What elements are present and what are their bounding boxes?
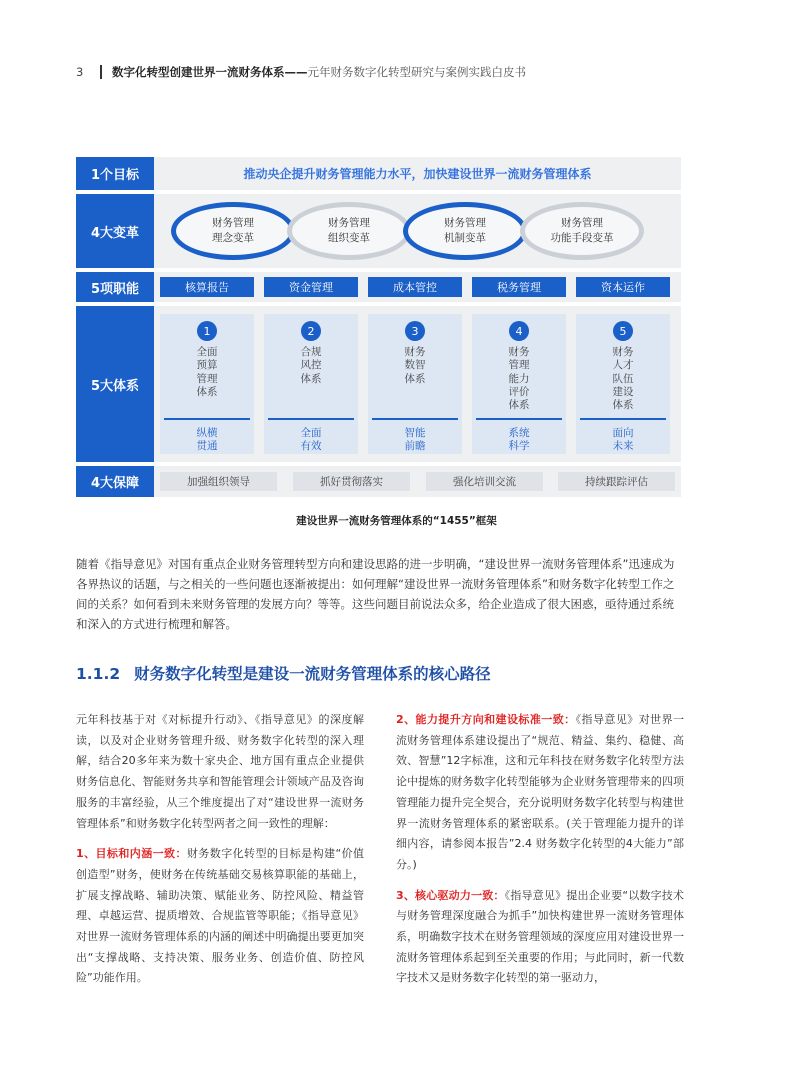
- system-feature: 纵横 贯通: [196, 427, 218, 452]
- point-1-heading: 1、目标和内涵一致：: [76, 847, 187, 861]
- system-divider: [580, 418, 666, 420]
- reform-ring-4: 财务管理 功能手段变革: [520, 202, 644, 260]
- function-label: 5项职能: [76, 272, 154, 302]
- system-card-2: [264, 314, 358, 454]
- system-number: 2: [301, 321, 321, 341]
- system-number: 5: [613, 321, 633, 341]
- left-paragraph-2: [76, 844, 364, 989]
- point-1-body: 财务数字化转型的目标是构建“价值创造型”财务，使财务在传统基础交易核算职能的基础上，扩展支撑战略、辅助决策、赋能业务、防控风险、精益管理、卓越运营、提质增效、合规监管等职能；《指导意见》对世界一流财务管理体系的内涵的阐述中明确提出要更加突出“支撑战略、支持决策、服务业务、创造价值、防控风险”功能作用。: [76, 847, 365, 985]
- system-divider: [268, 418, 354, 420]
- page-number: 3: [76, 65, 84, 79]
- section-number: 1.1.2: [76, 665, 121, 683]
- function-row: [76, 272, 681, 302]
- header-divider: [100, 65, 102, 79]
- point-2-body: 《指导意见》对世界一流财务管理体系建设提出了“规范、精益、集约、稳健、高效、智慧”12字标准，这和元年科技在财务数字化转型方法论中提炼的财务数字化转型能够为企业财务管理带来的四项管理能力提升完全契合，充分说明财务数字化转型与构建世界一流财务管理体系的紧密联系。(关于管理能力提升的详细内容，请参阅本报告”2.4 财务数字化转型的4大能力”部分。): [396, 713, 684, 871]
- section-heading: [76, 662, 491, 684]
- guarantee-item: 持续跟踪评估: [558, 472, 675, 491]
- guarantee-item: 加强组织领导: [160, 472, 277, 491]
- system-feature: 面向 未来: [612, 427, 634, 452]
- guarantee-item: 强化培训交流: [426, 472, 543, 491]
- system-card-1: [160, 314, 254, 454]
- reform-ring-1: 财务管理 理念变革: [171, 202, 295, 260]
- function-item: 税务管理: [472, 277, 566, 297]
- right-paragraph-1: [396, 710, 684, 876]
- framework-diagram: [76, 157, 681, 497]
- header-title-rest: 元年财务数字化转型研究与案例实践白皮书: [307, 65, 526, 79]
- reform-label: 4大变革: [76, 194, 154, 268]
- header-title-bold: 数字化转型创建世界一流财务体系——: [112, 65, 308, 79]
- system-label: 5大体系: [76, 306, 154, 462]
- guarantee-row: [76, 466, 681, 497]
- system-title: 财务 人才 队伍 建设 体系: [612, 346, 634, 412]
- point-3-body: 《指导意见》提出企业要“以数字技术与财务管理深度融合为抓手”加快构建世界一流财务管理体系，明确数字技术在财务管理领域的深度应用对建设世界一流财务管理体系起到至关重要的作用；与此同时，新一代数字技术又是财务数字化转型的第一驱动力，: [396, 888, 685, 985]
- function-item: 核算报告: [160, 277, 254, 297]
- figure-caption: 建设世界一流财务管理体系的“1455”框架: [296, 515, 497, 527]
- system-feature: 系统 科学: [508, 427, 530, 452]
- right-column: [396, 710, 684, 999]
- system-title: 财务 管理 能力 评价 体系: [508, 346, 530, 412]
- goal-row: [76, 157, 681, 190]
- point-2-heading: 2、能力提升方向和建设标准一致：: [396, 713, 576, 726]
- page-header: [76, 64, 526, 80]
- system-divider: [476, 418, 562, 420]
- system-title: 合规 风控 体系: [300, 346, 322, 385]
- guarantee-item: 抓好贯彻落实: [293, 472, 410, 491]
- point-3-heading: 3、核心驱动力一致：: [396, 888, 505, 902]
- system-title: 全面 预算 管理 体系: [196, 346, 218, 398]
- system-feature: 智能 前瞻: [404, 427, 426, 452]
- system-divider: [372, 418, 458, 420]
- function-item: 成本管控: [368, 277, 462, 297]
- system-number: 4: [509, 321, 529, 341]
- system-row: [76, 306, 681, 462]
- left-column: [76, 710, 364, 999]
- system-card-4: [472, 314, 566, 454]
- reform-row: [76, 194, 681, 268]
- section-title: 财务数字化转型是建设一流财务管理体系的核心路径: [134, 665, 491, 683]
- function-item: 资本运作: [576, 277, 670, 297]
- right-paragraph-2: [396, 886, 684, 990]
- system-divider: [164, 418, 250, 420]
- goal-label: 1个目标: [76, 157, 154, 190]
- system-feature: 全面 有效: [300, 427, 322, 452]
- left-paragraph-1: 元年科技基于对《对标提升行动》、《指导意见》的深度解读，以及对企业财务管理升级、财务数字化转型的深入理解，结合20多年来为数十家央企、地方国有重点企业提供财务信息化、智能财务共享和智能管理会计领域产品及咨询服务的丰富经验，从三个维度提出了对“建设世界一流财务管理体系”和财务数字化转型两者之间一致性的理解：: [76, 713, 364, 830]
- system-number: 3: [405, 321, 425, 341]
- system-number: 1: [197, 321, 217, 341]
- intro-paragraph: 随着《指导意见》对国有重点企业财务管理转型方向和建设思路的进一步明确，“建设世界一流财务管理体系”迅速成为各界热议的话题，与之相关的一些问题也逐渐被提出：如何理解“建设世界一流财务管理体系”和财务数字化转型工作之间的关系？如何看到未来财务管理的发展方向？等等。这些问题目前说法众多，给企业造成了很大困惑，亟待通过系统和深入的方式进行梳理和解答。: [76, 557, 675, 631]
- system-card-3: [368, 314, 462, 454]
- reform-ring-2: 财务管理 组织变革: [287, 202, 411, 260]
- guarantee-label: 4大保障: [76, 466, 154, 497]
- system-title: 财务 数智 体系: [404, 346, 426, 385]
- goal-text: 推动央企提升财务管理能力水平，加快建设世界一流财务管理体系: [243, 167, 592, 181]
- function-item: 资金管理: [264, 277, 358, 297]
- reform-ring-3: 财务管理 机制变革: [403, 202, 527, 260]
- system-card-5: [576, 314, 670, 454]
